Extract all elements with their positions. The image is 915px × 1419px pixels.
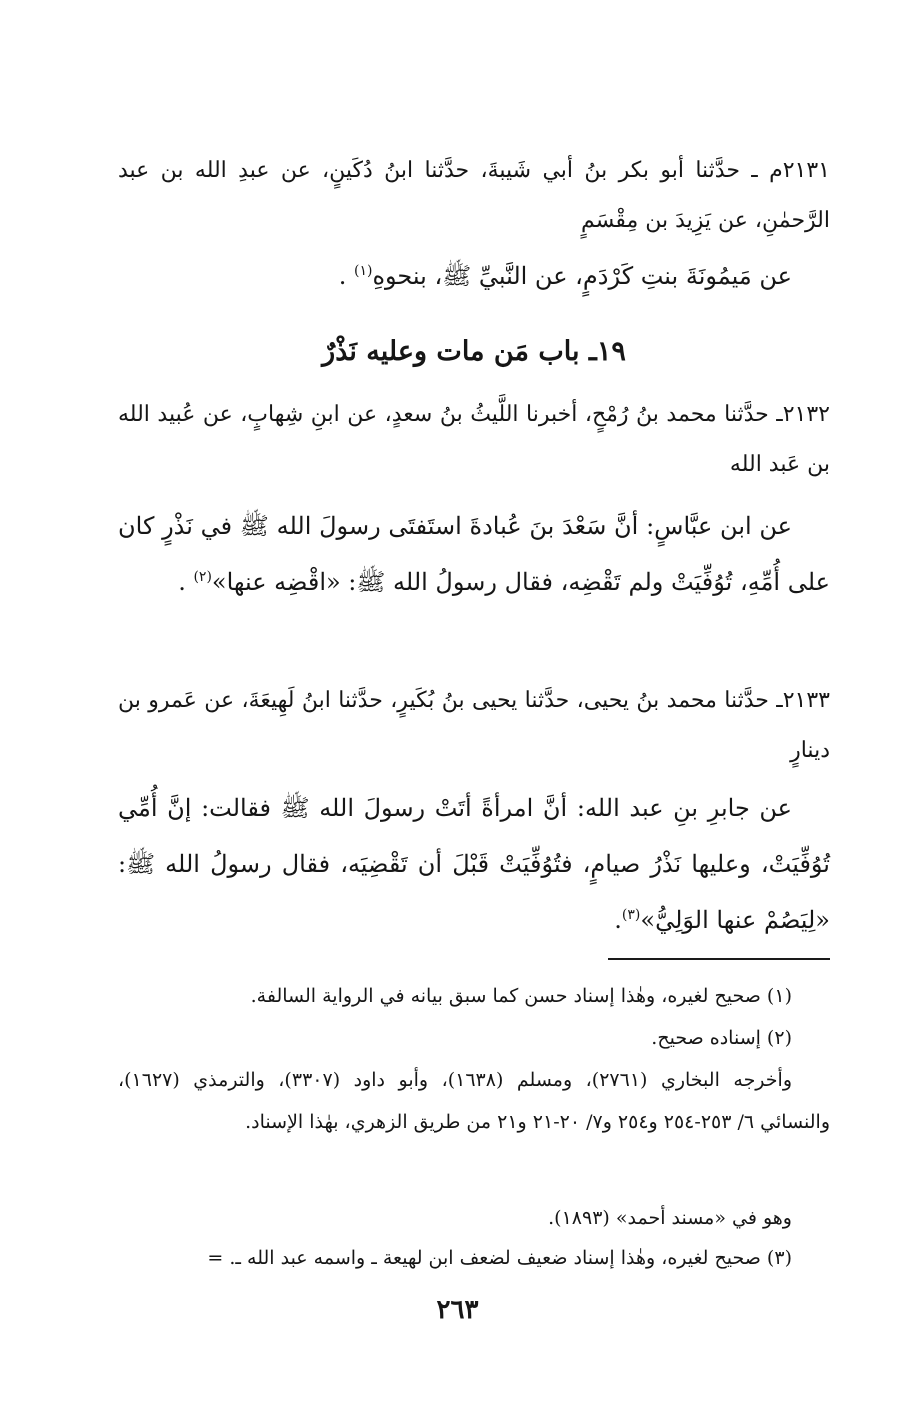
- hadith-2131-isnad: ٢١٣١م ـ حدَّثنا أبو بكر بنُ أبي شَيبةَ، حدَّثنا ابنُ دُكَينٍ، عن عبدِ الله بن عبد الرَّحمٰنِ، عن يَزِيدَ بن مِقْسَمٍ: [118, 158, 830, 233]
- hadith-2133-matn-end: .: [614, 906, 622, 934]
- footnote-ref-3[interactable]: (٣): [621, 907, 641, 923]
- footnote-1: (١) صحيح لغيره، وهٰذا إسناد حسن كما سبق بيانه في الرواية السالفة.: [250, 985, 792, 1007]
- hadith-2133-matn: [118, 780, 830, 948]
- hadith-2133-matn-text: عن جابرِ بنِ عبد الله: أنَّ امرأةً أتَتْ رسولَ الله ﷺ فقالت: إنَّ أُمِّي تُوُفِّيَتْ، وعليها نَذْرُ صيامٍ، فتُوُفِّيَتْ قَبْلَ أن تَقْضِيَه، فقال رسولُ الله ﷺ: «لِيَصُمْ عنها الوَلِيُّ»: [118, 794, 830, 934]
- footnote-3: (٣) صحيح لغيره، وهٰذا إسناد ضعيف لضعف ابن لهيعة ـ واسمه عبد الله ـ. =: [207, 1247, 792, 1269]
- hadith-2131-matn-text: عن مَيمُونَةَ بنتِ كَرْدَمٍ، عن النَّبيِّ ﷺ، بنحوهِ: [372, 262, 792, 290]
- footnote-2-musnad: وهو في «مسند أحمد» (١٨٩٣).: [548, 1207, 792, 1229]
- hadith-2131-matn: [118, 248, 830, 304]
- footnote-2: (٢) إسناده صحيح.: [651, 1027, 792, 1049]
- page-number: ٢٦٣: [436, 1295, 479, 1325]
- hadith-2132-isnad: ٢١٣٢ـ حدَّثنا محمد بنُ رُمْحٍ، أخبرنا اللَّيثُ بنُ سعدٍ، عن ابنِ شِهابٍ، عن عُبيد الله بن عَبد الله: [118, 402, 830, 477]
- footnote-ref-1[interactable]: (١): [353, 263, 373, 279]
- hadith-2133-isnad: ٢١٣٣ـ حدَّثنا محمد بنُ يحيى، حدَّثنا يحيى بنُ بُكَيرٍ، حدَّثنا ابنُ لَهِيعَةَ، عن عَمرو بن دينارٍ: [118, 688, 830, 763]
- hadith-2132-matn-end: .: [178, 568, 194, 596]
- hadith-2132-matn-text: عن ابن عبَّاسٍ: أنَّ سَعْدَ بنَ عُبادةَ استَفتَى رسولَ الله ﷺ في نَذْرٍ كان على أُمِّهِ، تُوُفِّيَتْ ولم تَقْضِه، فقال رسولُ الله ﷺ: «اقْضِه عنها»: [118, 512, 830, 596]
- hadith-2132-matn: [118, 498, 830, 610]
- footnote-2-sources: وأخرجه البخاري (٢٧٦١)، ومسلم (١٦٣٨)، وأبو داود (٣٣٠٧)، والترمذي (١٦٢٧)، والنسائي ٦/ ٢٥٣-٢٥٤ و٢٥٤ و٧/ ٢٠-٢١ و٢١ من طريق الزهري، بهٰذا الإسناد.: [118, 1069, 830, 1133]
- footnote-ref-2[interactable]: (٢): [193, 569, 212, 585]
- chapter-heading: ١٩ـ باب مَن مات وعليه نَذْرٌ: [322, 336, 626, 367]
- footnote-separator: [608, 958, 830, 960]
- hadith-2131-matn-end: .: [338, 262, 354, 290]
